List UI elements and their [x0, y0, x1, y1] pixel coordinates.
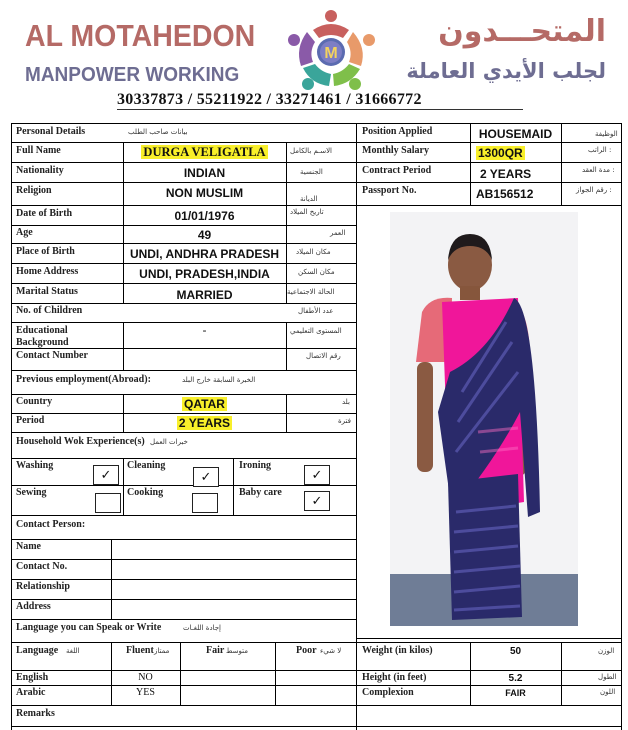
row-divider — [11, 370, 356, 371]
date-of-birth-value: 01/01/1976 — [174, 209, 235, 223]
table-border-top — [11, 123, 622, 124]
field-label: No. of Children — [16, 305, 83, 316]
relationship-label: Relationship — [16, 581, 70, 592]
period-label: Period — [16, 415, 45, 426]
table-border-left — [11, 123, 12, 730]
row-divider — [356, 205, 622, 206]
ironing-checkbox[interactable] — [304, 465, 330, 485]
row-divider — [11, 243, 356, 244]
row-divider — [11, 263, 356, 264]
age-value: 49 — [197, 228, 212, 242]
field-label-arabic: مكان السكن — [298, 268, 335, 276]
household-experience-heading: Household Wok Experience(s) — [16, 436, 145, 447]
row-divider — [11, 642, 622, 643]
full-name-text: DURGA VELIGATLA — [143, 145, 266, 159]
skill-label: Sewing — [16, 487, 47, 498]
candidate-photo — [390, 212, 578, 626]
field-label: Marital Status — [16, 286, 78, 297]
field-label-arabic: الوظيفة — [595, 130, 618, 138]
passport-value: AB156512 — [476, 187, 534, 201]
full-name-value — [123, 145, 286, 160]
company-logo-icon — [283, 8, 379, 92]
poor-column-header-arabic: لا شيء — [320, 647, 342, 655]
row-divider — [356, 162, 622, 163]
field-label-arabic: مكان الميلاد — [296, 248, 331, 256]
field-label: Place of Birth — [16, 246, 75, 257]
col-divider — [275, 642, 276, 705]
fluent-value: YES — [136, 687, 155, 698]
field-label: Date of Birth — [16, 208, 73, 219]
col-divider — [561, 642, 562, 705]
row-divider — [11, 726, 622, 727]
previous-employment-heading: Previous employment(Abroad): — [16, 374, 151, 385]
col-divider — [123, 458, 124, 515]
fluent-column-header-arabic: ممتاز — [154, 647, 170, 655]
languages-heading: Language you can Speak or Write — [16, 622, 162, 633]
education-value: - — [202, 323, 207, 337]
field-label-arabic: الحالة الاجتماعية — [287, 288, 335, 296]
field-label-arabic: الوزن — [598, 647, 615, 655]
field-label-arabic: الراتب : — [588, 146, 612, 154]
row-divider — [11, 413, 356, 414]
field-label-arabic: عدد الأطفال — [298, 307, 334, 315]
country-label: Country — [16, 396, 53, 407]
monthly-salary-value — [476, 146, 525, 160]
company-name-arabic: المتحـــدون — [438, 14, 606, 49]
field-label: Passport No. — [362, 185, 417, 196]
fluent-value: NO — [138, 672, 153, 683]
field-label: Religion — [16, 185, 52, 196]
contact-name-label: Name — [16, 541, 41, 552]
languages-heading-arabic: إجادة اللغـات — [183, 624, 221, 632]
row-divider — [11, 599, 356, 600]
place-of-birth-value: UNDI, ANDHRA PRADESH — [129, 247, 280, 261]
row-divider — [11, 283, 356, 284]
previous-employment-heading-arabic: الخبرة السابقة خارج البلد — [182, 376, 256, 384]
col-divider — [111, 539, 112, 619]
checkmark-icon: ✓ — [311, 494, 323, 509]
row-divider — [11, 225, 356, 226]
address-label: Address — [16, 601, 51, 612]
monthly-salary-text: 1300QR — [478, 146, 523, 160]
cleaning-checkbox[interactable] — [193, 467, 219, 487]
position-applied-value: HOUSEMAID — [478, 127, 553, 141]
field-label: Age — [16, 227, 33, 238]
skill-label: Cooking — [127, 487, 164, 498]
row-divider — [356, 638, 622, 639]
washing-checkbox[interactable] — [93, 465, 119, 485]
field-label: Monthly Salary — [362, 145, 429, 156]
complexion-value: FAIR — [505, 688, 526, 698]
period-value — [123, 416, 286, 430]
field-label: Full Name — [16, 145, 61, 156]
row-divider — [356, 142, 622, 143]
contact-person-heading: Contact Person: — [16, 519, 86, 530]
field-label-arabic: مدة العقد : — [582, 166, 615, 174]
language-column-header-arabic: اللغة — [66, 647, 80, 655]
fair-column-header: Fair — [206, 645, 225, 656]
row-divider — [11, 394, 356, 395]
row-divider — [11, 303, 356, 304]
field-label-arabic: الجنسية — [300, 168, 323, 176]
skill-label: Washing — [16, 460, 54, 471]
field-label: Contact Number — [16, 350, 88, 361]
row-divider — [11, 205, 356, 206]
field-label: Position Applied — [362, 126, 433, 137]
row-divider — [11, 685, 622, 686]
phone-numbers: 30337873 / 55211922 / 33271461 / 31666772 — [117, 91, 523, 110]
language-name: English — [16, 672, 49, 683]
col-divider — [286, 142, 287, 303]
skill-label: Baby care — [239, 487, 282, 498]
row-divider — [11, 559, 356, 560]
field-label-arabic: رقم الاتصال — [306, 352, 341, 360]
baby-care-checkbox[interactable] — [304, 491, 330, 511]
fluent-column-header: Fluent — [126, 645, 154, 656]
field-label: Complexion — [362, 687, 414, 698]
contract-period-value: 2 YEARS — [480, 167, 532, 181]
field-label-arabic: الديانة — [300, 195, 318, 203]
row-divider — [11, 539, 356, 540]
height-value: 5.2 — [508, 673, 523, 684]
col-divider — [180, 642, 181, 705]
row-divider — [11, 485, 356, 486]
personal-details-heading-arabic: بيانات صاحب الطلب — [128, 128, 188, 136]
checkmark-icon: ✓ — [311, 468, 323, 483]
nationality-value: INDIAN — [183, 166, 226, 180]
col-divider — [286, 322, 287, 370]
period-text: 2 YEARS — [178, 416, 231, 430]
field-label-arabic: رقم الجواز : — [576, 186, 612, 194]
field-label: Home Address — [16, 266, 79, 277]
row-divider — [11, 670, 622, 671]
row-divider — [11, 515, 356, 516]
field-label-arabic: العمر — [330, 229, 346, 237]
remarks-label: Remarks — [16, 708, 55, 719]
row-divider — [356, 182, 622, 183]
company-tagline-arabic: لجلب الأيدي العاملة — [406, 59, 606, 83]
language-column-header: Language — [16, 645, 59, 656]
field-label-arabic: الطول — [598, 673, 617, 681]
field-label-arabic: تاريخ الميلاد — [290, 208, 324, 216]
row-divider — [11, 705, 622, 706]
row-divider — [11, 458, 356, 459]
country-text: QATAR — [184, 397, 225, 411]
checkmark-icon: ✓ — [200, 470, 212, 485]
contact-no-label: Contact No. — [16, 561, 68, 572]
weight-value: 50 — [509, 646, 522, 657]
country-value — [123, 397, 286, 411]
row-divider — [11, 619, 356, 620]
row-divider — [11, 432, 356, 433]
checkmark-icon: ✓ — [100, 468, 112, 483]
col-divider — [233, 458, 234, 515]
country-label-arabic: بلد — [342, 398, 350, 406]
personal-details-heading: Personal Details — [16, 126, 86, 137]
col-divider — [286, 394, 287, 432]
col-divider — [561, 123, 562, 205]
language-name: Arabic — [16, 687, 46, 698]
field-label-arabic: المستوى التعليمي — [290, 327, 342, 335]
field-label: Height (in feet) — [362, 672, 427, 683]
sewing-checkbox[interactable] — [95, 493, 121, 513]
period-label-arabic: فترة — [338, 417, 351, 425]
row-divider — [11, 579, 356, 580]
home-address-value: UNDI, PRADESH,INDIA — [139, 267, 270, 281]
row-divider — [11, 142, 356, 143]
household-experience-heading-arabic: خبرات العمل — [150, 438, 188, 446]
skill-label: Ironing — [239, 460, 272, 471]
field-label: Contract Period — [362, 165, 432, 176]
skill-label: Cleaning — [127, 460, 166, 471]
poor-column-header: Poor — [296, 645, 317, 656]
logo-letter: M — [324, 45, 338, 62]
field-label-arabic: الاسـم بالكامل — [290, 147, 332, 155]
field-label: Weight (in kilos) — [362, 645, 433, 656]
field-label-arabic: اللون — [600, 688, 616, 696]
row-divider — [11, 162, 356, 163]
company-tagline-english: MANPOWER WORKING — [25, 64, 240, 86]
company-name-english: AL MOTAHEDON — [25, 18, 256, 53]
marital-status-value: MARRIED — [176, 288, 233, 302]
religion-value: NON MUSLIM — [165, 186, 244, 200]
fair-column-header-arabic: متوسط — [226, 647, 248, 655]
row-divider — [11, 182, 356, 183]
field-label: Nationality — [16, 165, 64, 176]
cooking-checkbox[interactable] — [192, 493, 218, 513]
field-label: Educational Background — [16, 325, 69, 348]
